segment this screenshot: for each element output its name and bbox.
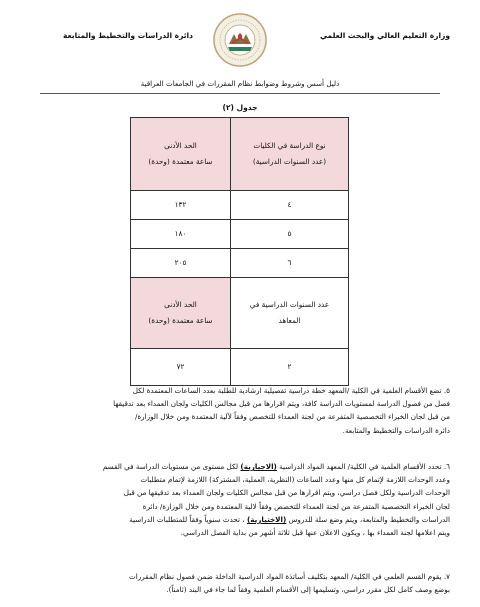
department-name: دائرة الدراسات والتخطيط والمتابعة bbox=[63, 31, 193, 40]
mandatory-term: (الاجبارية) bbox=[240, 462, 277, 471]
table-row bbox=[131, 220, 349, 249]
paragraph-7 bbox=[30, 570, 450, 596]
text-line: الدراسات والتخطيط والمتابعة، ويتم وضع سلة للدروس (الاختيارية) ، تحدث سنوياً وفقاً للمتطلبات الدراسية bbox=[129, 514, 450, 524]
text-line: ٧. يقوم القسم العلمي في الكلية/ المعهد بتكليف أساتذة المواد الدراسية الداخلة ضمن فصول نظام المقررات bbox=[128, 572, 450, 581]
hours-cell: ١٨٠ bbox=[131, 220, 231, 249]
hours-cell: ٧٢ bbox=[131, 349, 231, 386]
text-line: ٥. تضع الأقسام العلمية في الكلية /المعهد خطة دراسية تفصيلية ارشادية للطلبة بعدد الساعات المعتمدة لكل bbox=[132, 386, 450, 395]
table-row bbox=[131, 191, 349, 220]
text-line: ويتم اعلامها لجنة العمداء بها ، ويكون الاعلان عنها قبل ثلاثة أشهر من بداية الفصل الدراسي. bbox=[180, 528, 450, 538]
text-line: دائرة الدراسات والتخطيط والمتابعة. bbox=[342, 425, 450, 435]
text-line: وعدد الوحدات اللازمة لإتمام كل منها وعدد الساعات (النظرية، العملية، المشتركة) اللازمة لإتمام متطلبات bbox=[140, 475, 450, 485]
text-line: فصل من فصول الدراسة لمستويات الدراسة كافة، ويتم اقرارها من قبل مجالس الكليات ولجان العمداء بعد تدقيقها bbox=[113, 399, 450, 409]
years-cell: ٢ bbox=[231, 349, 349, 386]
paragraph-5 bbox=[30, 384, 450, 437]
text-line: ٦. تحدد الأقسام العلمية في الكلية/ المعهد المواد الدراسية (الاجبارية) لكل مستوى من مستويات الدراسة في القسم bbox=[102, 462, 450, 471]
text-line: من قبل لجان الخبراء التخصصية المتفرعة من لجنة العمداء للتخصص وفقاً لآلية المعتمدة ومن خلال الوزارة/ bbox=[134, 412, 450, 422]
text-line: لجان الخبراء التخصصية المتفرعة من لجنة العمداء للتخصص وفقاً لالية المعتمدة ومن خلال الوزارة/ دائرة bbox=[142, 501, 450, 511]
optional-term: (الاختيارية) bbox=[246, 514, 287, 524]
hours-cell: ١٣٢ bbox=[131, 191, 231, 220]
credit-hours-table bbox=[130, 117, 349, 386]
institutes-min-hours-header: الحد الأدنى ساعة معتمدة (وحدة) bbox=[131, 278, 231, 349]
table-header-row bbox=[131, 118, 349, 191]
institutes-header-row bbox=[131, 278, 349, 349]
study-type-header: نوع الدراسة في الكليات (عدد السنوات الدراسية) bbox=[231, 118, 349, 191]
paragraph-6 bbox=[30, 460, 450, 539]
institutes-years-header: عدد السنوات الدراسية في المعاهد bbox=[231, 278, 349, 349]
document-subtitle: دليل أسس وشروط وضوابط نظام المقررات في الجامعات العراقية bbox=[140, 79, 340, 88]
years-cell: ٤ bbox=[231, 191, 349, 220]
min-hours-header: الحد الأدنى ساعة معتمدة (وحدة) bbox=[131, 118, 231, 191]
years-cell: ٥ bbox=[231, 220, 349, 249]
ministry-name: وزارة التعليم العالي والبحث العلمي bbox=[319, 31, 450, 40]
ministry-seal-logo bbox=[212, 12, 268, 68]
years-cell: ٦ bbox=[231, 249, 349, 278]
hours-cell: ٢٠٥ bbox=[131, 249, 231, 278]
text-line: بوضع وصف كامل لكل مقرر دراسي، وتسليمها إلى الأقسام العلمية وفقاً لما جاء في البند (ثامناً). bbox=[166, 585, 450, 595]
table-caption: جدول (٢) bbox=[222, 103, 258, 112]
table-row bbox=[131, 349, 349, 386]
header-divider bbox=[40, 93, 440, 94]
table-row bbox=[131, 249, 349, 278]
text-line: الوحدات الدراسية ولكل فصل دراسي، ويتم اقرارها من قبل مجالس الكليات ولجان العمداء بعد تدقيقها من قبل bbox=[123, 488, 450, 498]
